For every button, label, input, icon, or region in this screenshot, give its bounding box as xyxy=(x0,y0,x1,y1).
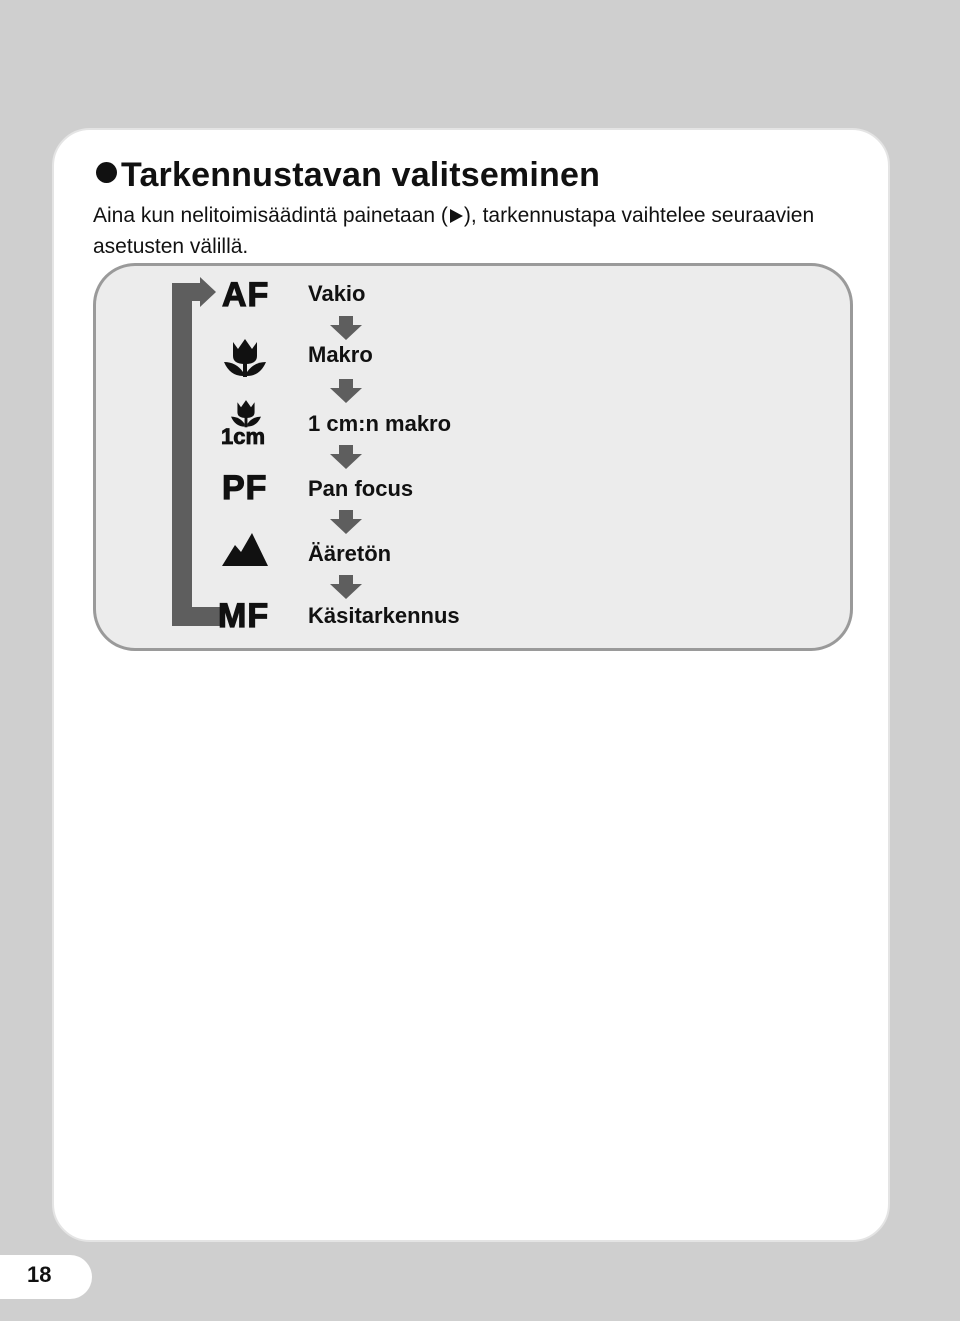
down-arrow-icon xyxy=(330,510,362,534)
mountain-infinity-icon xyxy=(222,531,268,567)
right-arrow-button-icon xyxy=(450,209,463,223)
intro-text-part1: Aina kun nelitoimisäädintä painetaan ( xyxy=(93,204,448,227)
intro-text xyxy=(93,200,893,262)
down-arrow-icon xyxy=(330,379,362,403)
page-number: 18 xyxy=(27,1262,52,1287)
focus-mode-panel xyxy=(93,263,853,651)
macro-flower-icon xyxy=(222,336,268,378)
cycle-bracket-bottom xyxy=(172,607,220,626)
bullet-icon xyxy=(96,162,117,183)
cycle-arrow-icon xyxy=(200,277,216,307)
mode-label-aareton: Ääretön xyxy=(308,541,392,566)
mode-label-1cm-makro: 1 cm:n makro xyxy=(308,411,452,436)
1cm-macro-icon: 1cm xyxy=(221,424,266,449)
mode-label-pan-focus: Pan focus xyxy=(308,476,414,501)
pf-icon: PF xyxy=(222,469,268,507)
section-title-text: Tarkennustavan valitseminen xyxy=(121,156,601,194)
mf-icon: MF xyxy=(218,597,270,635)
section-title xyxy=(96,156,600,195)
down-arrow-icon xyxy=(330,445,362,469)
intro-text-part2: ), tarkennustapa vaihtelee seuraavien asetusten välillä. xyxy=(93,204,815,258)
down-arrow-icon xyxy=(330,575,362,599)
down-arrow-icon xyxy=(330,316,362,340)
mode-label-makro: Makro xyxy=(308,342,373,367)
mode-label-vakio: Vakio xyxy=(308,281,366,306)
cycle-bracket-top xyxy=(172,283,202,301)
mode-label-kasitarkennus: Käsitarkennus xyxy=(308,603,460,628)
cycle-bracket xyxy=(172,283,192,626)
af-icon: AF xyxy=(222,276,270,314)
